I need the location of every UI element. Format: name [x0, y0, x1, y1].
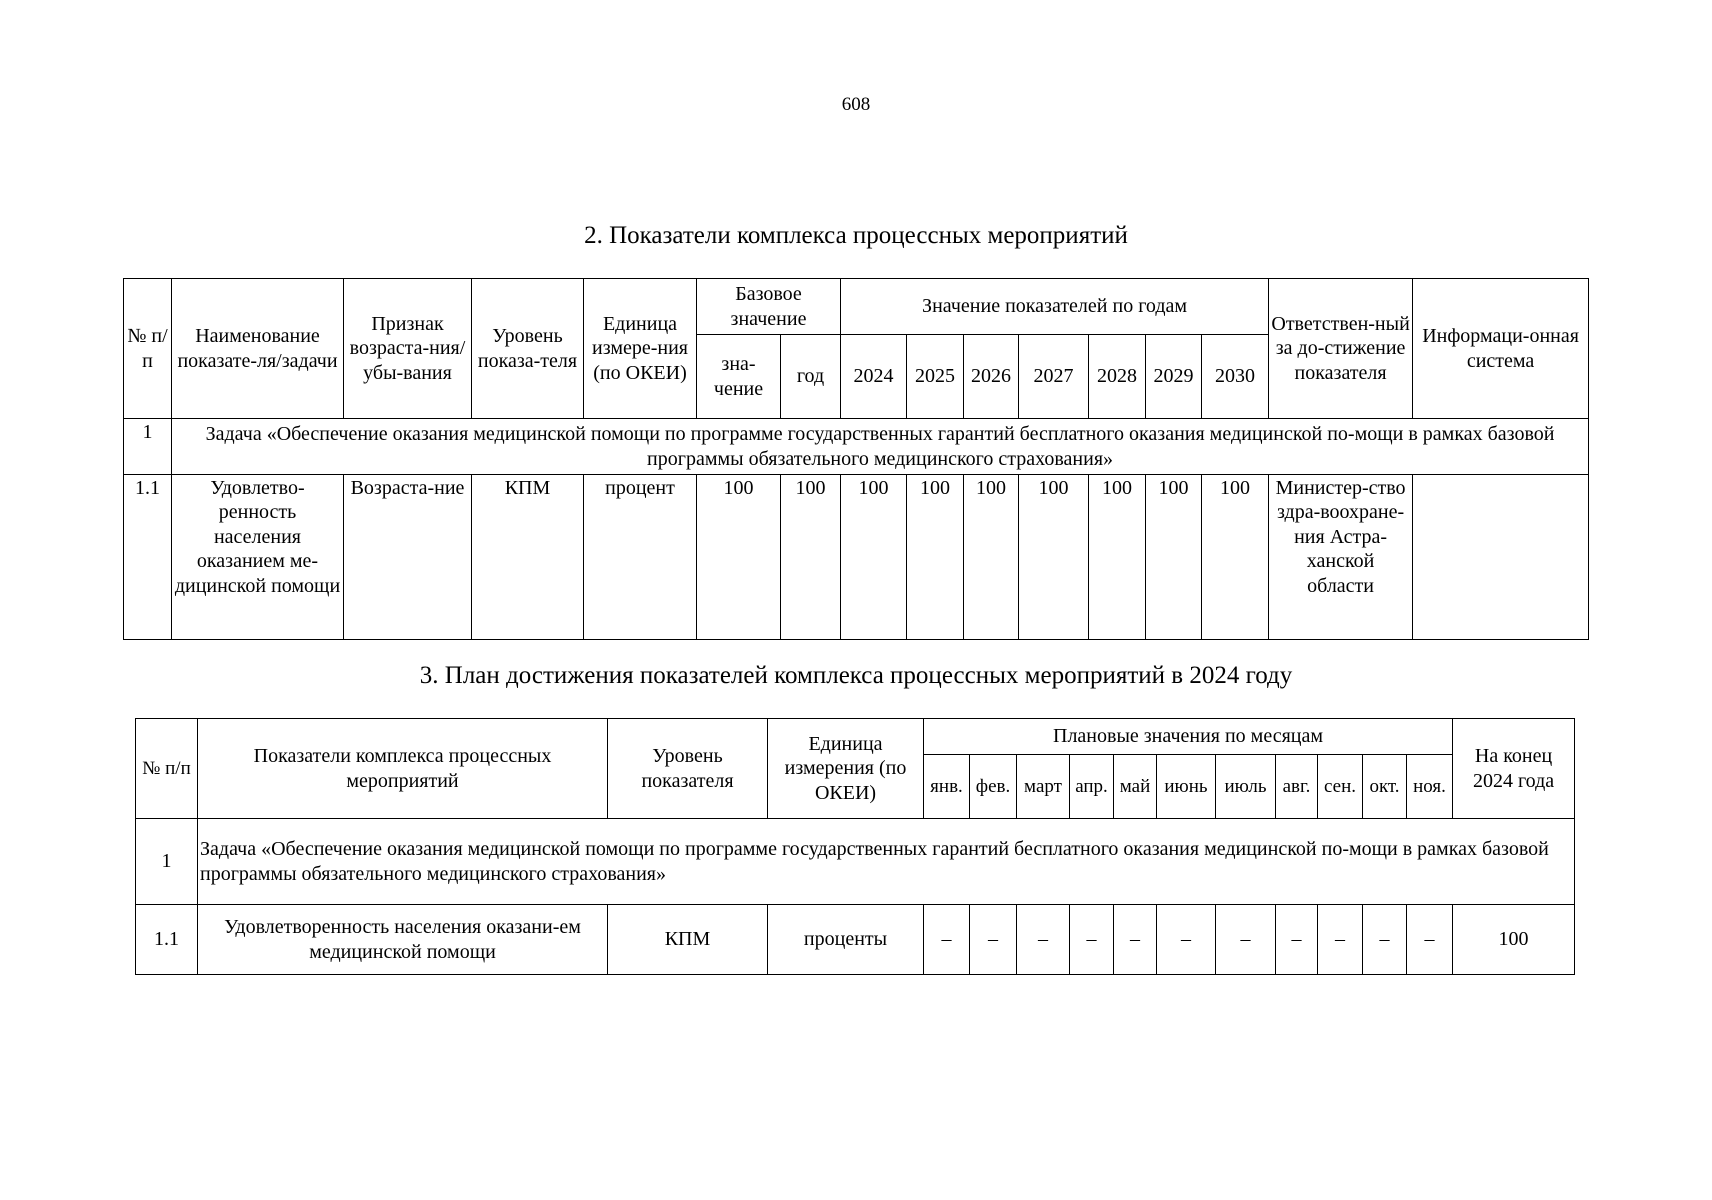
plan-task-text: Задача «Обеспечение оказания медицинской помощи по программе государственных гарантий бесплатного оказания медицинской по-мощи в рамках базовой программы обязательного медицинского страхования»	[198, 819, 1575, 905]
plan-table	[135, 718, 1575, 975]
plan-header-month: июль	[1216, 755, 1276, 819]
row-trend: Возраста-ние	[344, 475, 472, 640]
plan-header-month: авг.	[1276, 755, 1318, 819]
plan-row-month-value: –	[1114, 905, 1157, 975]
plan-task-num: 1	[136, 819, 198, 905]
header-base: Базовое значение	[697, 279, 841, 335]
header-year: 2030	[1202, 335, 1269, 419]
header-responsible: Ответствен-ный за до-стижение показателя	[1269, 279, 1413, 419]
header-base-value: зна-чение	[697, 335, 781, 419]
header-year: 2029	[1146, 335, 1202, 419]
header-year: 2027	[1019, 335, 1089, 419]
plan-header-level: Уровень показателя	[608, 719, 768, 819]
plan-row-year-end: 100	[1453, 905, 1575, 975]
header-base-year: год	[781, 335, 841, 419]
section2-title: 2. Показатели комплекса процессных мероприятий	[584, 222, 1128, 249]
row-info-system	[1413, 475, 1589, 640]
plan-header-month: апр.	[1070, 755, 1114, 819]
plan-row-name: Удовлетворенность населения оказани-ем медицинской помощи	[198, 905, 608, 975]
plan-row-month-value: –	[1363, 905, 1407, 975]
plan-row-month-value: –	[1017, 905, 1070, 975]
row-level: КПМ	[472, 475, 584, 640]
plan-row-month-value: –	[1407, 905, 1453, 975]
row-year-value: 100	[841, 475, 907, 640]
header-year: 2028	[1089, 335, 1146, 419]
plan-header-month: май	[1114, 755, 1157, 819]
header-year: 2024	[841, 335, 907, 419]
plan-header-month: фев.	[970, 755, 1017, 819]
plan-header-month: янв.	[924, 755, 970, 819]
plan-row-month-value: –	[1157, 905, 1216, 975]
plan-row-month-value: –	[1216, 905, 1276, 975]
row-num: 1.1	[124, 475, 172, 640]
plan-row-month-value: –	[1276, 905, 1318, 975]
plan-header-month: окт.	[1363, 755, 1407, 819]
header-info-system: Информаци-онная система	[1413, 279, 1589, 419]
plan-row-month-value: –	[970, 905, 1017, 975]
plan-row-month-value: –	[1070, 905, 1114, 975]
page-number: 608	[841, 94, 871, 115]
plan-header-month: ноя.	[1407, 755, 1453, 819]
row-responsible: Министер-ство здра-воохране-ния Астра-ханской области	[1269, 475, 1413, 640]
header-num: № п/ п	[124, 279, 172, 419]
header-years-group: Значение показателей по годам	[841, 279, 1269, 335]
task-text: Задача «Обеспечение оказания медицинской помощи по программе государственных гарантий бесплатного оказания медицинской по-мощи в рамках базовой программы обязательного медицинского страхования»	[172, 419, 1589, 475]
row-year-value: 100	[964, 475, 1019, 640]
plan-row-unit: проценты	[768, 905, 924, 975]
row-base-year: 100	[781, 475, 841, 640]
header-year: 2026	[964, 335, 1019, 419]
plan-row-level: КПМ	[608, 905, 768, 975]
header-level: Уровень показа-теля	[472, 279, 584, 419]
plan-header-num: № п/п	[136, 719, 198, 819]
row-year-value: 100	[1019, 475, 1089, 640]
plan-row-num: 1.1	[136, 905, 198, 975]
header-year: 2025	[907, 335, 964, 419]
row-year-value: 100	[1202, 475, 1269, 640]
plan-header-name: Показатели комплекса процессных мероприятий	[198, 719, 608, 819]
section3-title: 3. План достижения показателей комплекса процессных мероприятий в 2024 году	[419, 662, 1293, 689]
row-name: Удовлетво-ренность населения оказанием ме-дицинской помощи	[172, 475, 344, 640]
plan-header-month: июнь	[1157, 755, 1216, 819]
header-name: Наименование показате-ля/задачи	[172, 279, 344, 419]
indicators-table	[123, 278, 1589, 640]
plan-header-unit: Единица измерения (по ОКЕИ)	[768, 719, 924, 819]
row-year-value: 100	[1146, 475, 1202, 640]
row-unit: процент	[584, 475, 697, 640]
plan-header-months-group: Плановые значения по месяцам	[924, 719, 1453, 755]
plan-row-month-value: –	[924, 905, 970, 975]
plan-header-year-end: На конец 2024 года	[1453, 719, 1575, 819]
row-base-value: 100	[697, 475, 781, 640]
header-unit: Единица измере-ния (по ОКЕИ)	[584, 279, 697, 419]
row-year-value: 100	[1089, 475, 1146, 640]
plan-header-month: сен.	[1318, 755, 1363, 819]
plan-header-month: март	[1017, 755, 1070, 819]
task-num: 1	[124, 419, 172, 475]
header-trend: Признак возраста-ния/ убы-вания	[344, 279, 472, 419]
plan-row-month-value: –	[1318, 905, 1363, 975]
row-year-value: 100	[907, 475, 964, 640]
